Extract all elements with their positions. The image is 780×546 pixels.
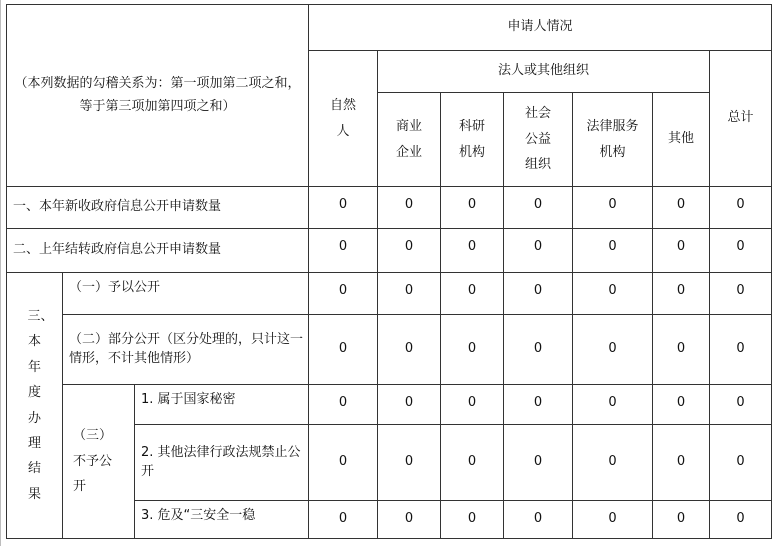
cell-value: 0 (504, 425, 573, 501)
row-group-not-disclosed: （三）不予公开 (63, 385, 135, 539)
cell-value: 0 (573, 187, 653, 229)
cell-value: 0 (504, 385, 573, 425)
row-group-processing-results: 三、本年度办理结果 (7, 273, 63, 539)
cell-value: 0 (309, 501, 378, 539)
cell-value: 0 (378, 315, 441, 385)
row-label-prohibited-by-law: 2. 其他法律行政法规禁止公开 (135, 425, 309, 501)
cell-value: 0 (653, 315, 710, 385)
cell-value: 0 (653, 229, 710, 273)
cell-value: 0 (309, 273, 378, 315)
cell-value: 0 (573, 315, 653, 385)
subcol-research-institution: 科研机构 (441, 93, 504, 187)
cell-value: 0 (653, 273, 710, 315)
cell-value: 0 (441, 385, 504, 425)
cell-value: 0 (504, 187, 573, 229)
cell-value: 0 (573, 385, 653, 425)
cell-value: 0 (441, 229, 504, 273)
cell-value: 0 (309, 425, 378, 501)
cell-value: 0 (441, 315, 504, 385)
cell-value: 0 (309, 315, 378, 385)
applicant-status-header: 申请人情况 (309, 5, 772, 51)
cell-value: 0 (653, 187, 710, 229)
row-label-new-requests: 一、本年新收政府信息公开申请数量 (7, 187, 309, 229)
row-label-disclosed: （一）予以公开 (63, 273, 309, 315)
cell-value: 0 (653, 425, 710, 501)
row-label-state-secret: 1. 属于国家秘密 (135, 385, 309, 425)
cell-value: 0 (710, 273, 772, 315)
cell-value: 0 (710, 501, 772, 539)
subcol-other: 其他 (653, 93, 710, 187)
cell-value: 0 (710, 315, 772, 385)
cell-value: 0 (504, 229, 573, 273)
cell-value: 0 (504, 501, 573, 539)
cell-value: 0 (378, 273, 441, 315)
cell-value: 0 (573, 273, 653, 315)
cell-value: 0 (309, 385, 378, 425)
cell-value: 0 (710, 385, 772, 425)
cell-value: 0 (441, 425, 504, 501)
cell-value: 0 (441, 273, 504, 315)
cell-value: 0 (653, 501, 710, 539)
row-label-security-stability: 3. 危及“三安全一稳 (135, 501, 309, 539)
cell-value: 0 (309, 229, 378, 273)
total-header: 总计 (710, 51, 772, 187)
cell-value: 0 (573, 425, 653, 501)
table-corner-note: （本列数据的勾稽关系为：第一项加第二项之和，等于第三项加第四项之和） (7, 5, 309, 187)
subcol-social-welfare-org: 社会公益组织 (504, 93, 573, 187)
cell-value: 0 (504, 315, 573, 385)
cell-value: 0 (504, 273, 573, 315)
cell-value: 0 (309, 187, 378, 229)
cell-value: 0 (441, 501, 504, 539)
cell-value: 0 (573, 501, 653, 539)
subcol-commercial-enterprise: 商业企业 (378, 93, 441, 187)
cell-value: 0 (378, 501, 441, 539)
cell-value: 0 (378, 385, 441, 425)
cell-value: 0 (710, 229, 772, 273)
cell-value: 0 (653, 385, 710, 425)
cell-value: 0 (378, 229, 441, 273)
disclosure-statistics-table (6, 4, 772, 539)
legal-entity-header: 法人或其他组织 (378, 51, 710, 93)
cell-value: 0 (573, 229, 653, 273)
cell-value: 0 (710, 425, 772, 501)
row-label-carried-over: 二、上年结转政府信息公开申请数量 (7, 229, 309, 273)
cell-value: 0 (378, 187, 441, 229)
natural-person-header: 自然人 (309, 51, 378, 187)
subcol-legal-service-org: 法律服务机构 (573, 93, 653, 187)
row-label-partially-disclosed: （二）部分公开（区分处理的，只计这一情形，不计其他情形） (63, 315, 309, 385)
cell-value: 0 (710, 187, 772, 229)
cell-value: 0 (378, 425, 441, 501)
cell-value: 0 (441, 187, 504, 229)
